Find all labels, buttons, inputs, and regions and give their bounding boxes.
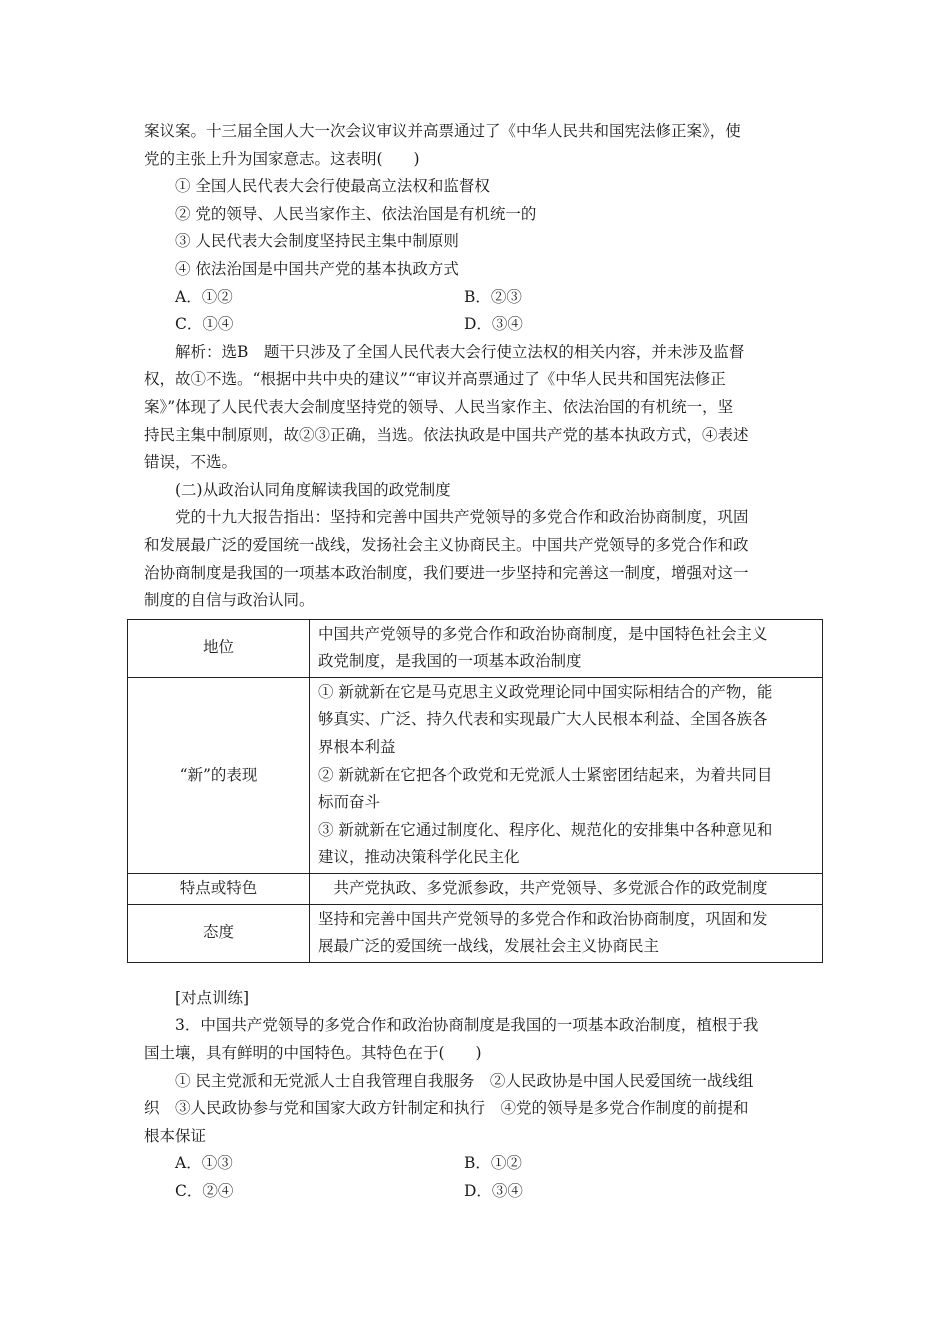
q2-item: ③ 人民代表大会制度坚持民主集中制原则 [175,232,459,251]
q3-options-row [144,1150,820,1178]
table-value-line: 建议，推动决策科学化民主化 [318,848,520,867]
table-row [128,874,823,905]
table-row [128,677,823,873]
table-value [310,904,823,962]
q3-stem-line: 国土壤，具有鲜明的中国特色。其特色在于( ) [144,1044,482,1062]
table-value-line: 展最广泛的爱国统一战线，发展社会主义协商民主 [318,937,660,956]
analysis-line: 解析：选B 题干只涉及了全国人民代表大会行使立法权的相关内容，并未涉及监督 [175,342,745,361]
section-paragraph [144,504,820,614]
table-value-line: 标而奋斗 [318,793,381,812]
analysis-line: 持民主集中制原则，故②③正确，当选。依法执政是中国共产党的基本执政方式，④表述 [144,425,749,444]
q3-stem-line: 3．中国共产党领导的多党合作和政治协商制度是我国的一项基本政治制度，植根于我 [175,1016,759,1035]
table-value-line: 坚持和完善中国共产党领导的多党合作和政治协商制度，巩固和发 [318,909,768,928]
table-value-line: 共产党执政、多党派参政，共产党领导、多党派合作的政党制度 [318,879,768,898]
q2-items [144,173,820,283]
table-key: “新”的表现 [128,677,310,873]
paragraph-line: 和发展最广泛的爱国统一战线，发扬社会主义协商民主。中国共产党领导的多党合作和政 [144,535,749,554]
q2-item: ④ 依法治国是中国共产党的基本执政方式 [175,259,459,278]
q2-stem-line: 党的主张上升为国家意志。这表明( ) [144,149,420,168]
table-value [310,619,823,677]
practice-label: [对点训练] [175,988,250,1007]
section-title: (二)从政治认同角度解读我国的政党制度 [175,480,451,499]
q3-option-c: C．②④ [175,1181,234,1200]
q3-item: 根本保证 [144,1126,207,1145]
q2-stem-line: 案议案。十三届全国人大一次会议审议并高票通过了《中华人民共和国宪法修正案》，使 [144,122,741,140]
table-row [128,619,823,677]
q3-stem [144,1012,820,1067]
table-value-line: ② 新就新在它把各个政党和无党派人士紧密团结起来，为着共同目 [318,765,773,784]
table-row [128,904,823,962]
q2-item: ② 党的领导、人民当家作主、依法治国是有机统一的 [175,204,537,223]
paragraph-line: 制度的自信与政治认同。 [144,591,315,610]
table-value-line: 界根本利益 [318,738,396,757]
q2-analysis [144,339,820,477]
table-value-line: 政党制度，是我国的一项基本政治制度 [318,652,582,671]
table-value-line: ③ 新就新在它通过制度化、程序化、规范化的安排集中各种意见和 [318,820,773,839]
party-system-table [127,619,823,963]
table-key: 特点或特色 [128,874,310,905]
q3-option-a: A．①③ [175,1154,233,1173]
q2-option-a: A．①② [175,287,233,306]
paragraph-line: 治协商制度是我国的一项基本政治制度，我们要进一步坚持和完善这一制度，增强对这一 [144,563,749,582]
q2-option-c: C．①④ [175,315,234,334]
q2-options-row [144,311,820,339]
table-key: 地位 [128,619,310,677]
analysis-line: 错误，不选。 [144,453,238,472]
q3-option-d: D．③④ [464,1181,523,1200]
q2-option-d: D．③④ [464,315,523,334]
q3-item: 织 ③人民政协参与党和国家大政方针制定和执行 ④党的领导是多党合作制度的前提和 [144,1099,749,1118]
table-value [310,677,823,873]
table-key: 态度 [128,904,310,962]
q3-option-b: B．①② [464,1154,522,1173]
document-page [144,118,820,1206]
table-value [310,874,823,905]
analysis-line: 案》”体现了人民代表大会制度坚持党的领导、人民当家作主、依法治国的有机统一，坚 [144,397,734,416]
q2-stem [144,118,820,173]
q3-items [144,1068,820,1151]
analysis-line: 权，故①不选。“根据中共中央的建议”“审议并高票通过了《中华人民共和国宪法修正 [144,370,726,389]
table-value-line: 够真实、广泛、持久代表和实现最广大人民根本利益、全国各族各 [318,710,768,729]
q2-item: ① 全国人民代表大会行使最高立法权和监督权 [175,177,490,196]
q2-option-b: B．②③ [464,287,522,306]
table-value-line: 中国共产党领导的多党合作和政治协商制度，是中国特色社会主义 [318,624,768,643]
table-value-line: ① 新就新在它是马克思主义政党理论同中国实际相结合的产物，能 [318,682,773,701]
q3-options-row [144,1178,820,1206]
q3-item: ① 民主党派和无党派人士自我管理自我服务 ②人民政协是中国人民爱国统一战线组 [175,1071,754,1090]
paragraph-line: 党的十九大报告指出：坚持和完善中国共产党领导的多党合作和政治协商制度，巩固 [175,508,749,527]
q2-options-row [144,284,820,312]
